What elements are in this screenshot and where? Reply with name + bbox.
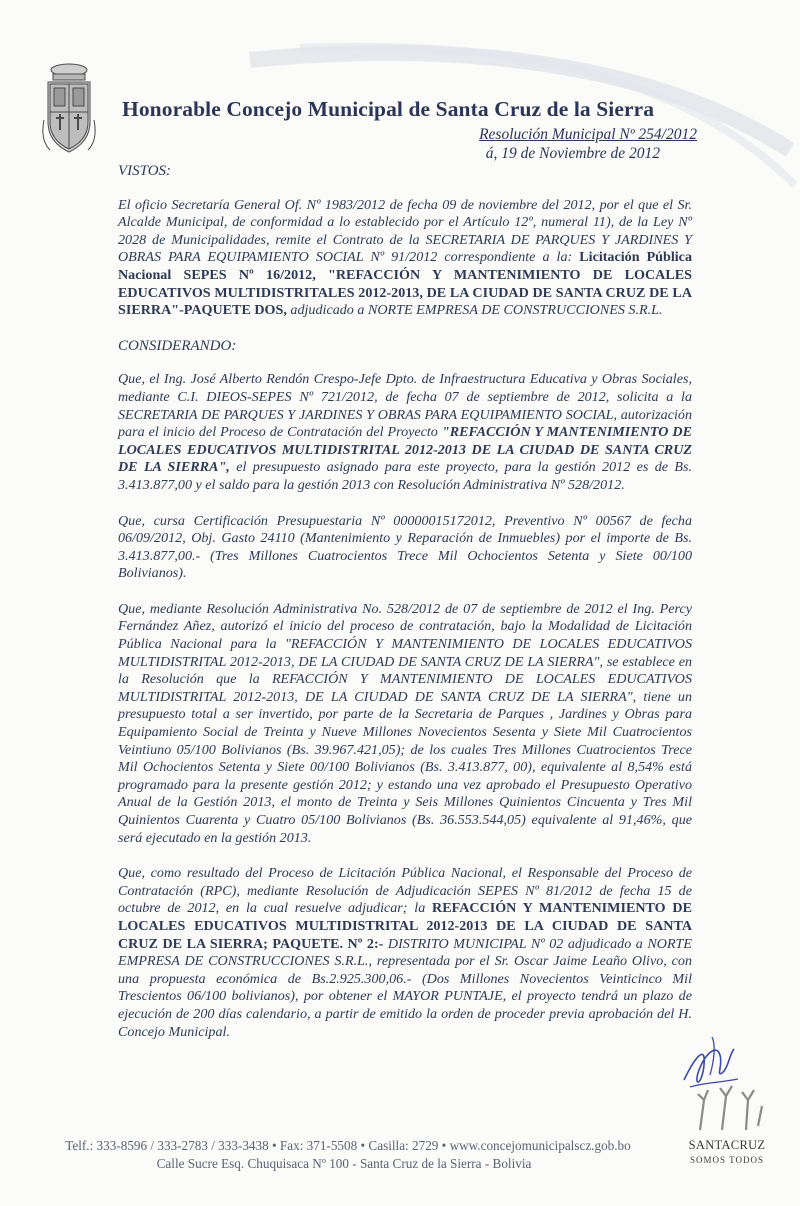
institution-title: Honorable Concejo Municipal de Santa Cruz de la Sierra [122,97,655,121]
considerando-paragraph-1 [118,371,692,494]
logo-name: SANTACRUZ [688,1138,766,1152]
vistos-tender: Licitación Pública Nacional SEPES Nº 16/2012, "REFACCIÓN Y MANTENIMIENTO DE LOCALES EDUCATIVOS MULTIDISTRITALES 2012-2013, DE LA CIUDAD DE SANTA CRUZ DE LA SIERRA"-PAQUETE DOS, [118,249,692,319]
footer-contact: Telf.: 333-8596 / 333-2783 / 333-3438 • Fax: 371-5508 • Casilla: 2729 • www.concejomunicipalscz.gob.bo [65,1138,631,1153]
document-body [118,160,692,1059]
footer-address: Calle Sucre Esq. Chuquisaca Nº 100 - Santa Cruz de la Sierra - Bolivia [156,1156,532,1171]
coat-of-arms-icon [40,60,98,160]
considerando-paragraph-3: Que, mediante Resolución Administrativa No. 528/2012 de 07 de septiembre de 2012 el Ing. Percy Fernández Añez, autorizó el inicio del proceso de contratación, bajo la Modalidad de Licitación Pública Nacional para la "REFACCIÓN Y MANTENIMIENTO DE LOCALES EDUCATIVOS MULTIDISTRITAL 2012-2013, DE LA CIUDAD DE SANTA CRUZ DE LA SIERRA", se establece en la Resolución que la REFACCIÓN Y MANTENIMIENTO DE LOCALES EDUCATIVOS MULTIDISTRITAL 2012-2013, DE LA CIUDAD DE SANTA CRUZ DE LA SIERRA", tiene un presupuesto total a ser invertido, por parte de la Secretaria de Parques , Jardines y Obras para Equipamiento Social de Treinta y Nueve Millones Novecientos Sesenta y Siete Mil Cuatrocientos Veintiuno 05/100 Bolivianos (Bs. 39.967.421,05); de los cuales Tres Millones Cuatrocientos Trece Mil Ochocientos Setenta y Siete 00/100 Bolivianos (Bs. 3.413.877, 00), equivalente al 8,54% está programado para la presente gestión 2012; y estando una vez aprobado el Presupuesto Operativo Anual de la Gestión 2013, el monto de Treinta y Seis Millones Quinientos Cincuenta y Tres Mil Quinientos Cuarenta y Cuatro 05/100 Bolivianos (Bs. 36.553.544,05) equivalente al 91,46%, que será ejecutado en la gestión 2013. [118,600,692,846]
vistos-company: NORTE EMPRESA DE CONSTRUCCIONES S.R.L. [367,302,663,319]
considerando-p1-text: Que, el Ing. José Alberto Rendón Crespo-Jefe Dpto. de Infraestructura Educativa y Obras Sociales, mediante C.I. DIEOS-SEPES Nº 721/2012, de fecha 07 de septiembre de 2012, solicita a la SECRETARIA DE PARQUES Y JARDINES Y OBRAS PARA EQUIPAMIENTO SOCIAL, autorización para el inicio del Proceso de Contratación del Proyecto [118,371,692,441]
resolution-number: Resolución Municipal Nº 254/2012 [479,126,697,143]
vistos-paragraph [118,197,692,320]
considerando-p4-text: Que, como resultado del Proceso de Licitación Pública Nacional, el Responsable del Proceso de Contratación (RPC), mediante Resolución de Adjudicación SEPES Nº 81/2012 de fecha 15 de octubre de 2012, en la cual resuelve adjudicar; la [118,865,692,917]
considerando-heading: CONSIDERANDO: [118,337,237,354]
resolution-date: á, 19 de Noviembre de 2012 [485,145,660,162]
logo-figures-icon [678,1080,776,1138]
considerando-p4-project: REFACCIÓN Y MANTENIMIENTO DE LOCALES EDUCATIVOS MULTIDISTRITAL 2012-2013 DE LA CIUDAD DE SANTA CRUZ DE LA SIERRA; PAQUETE. Nº 2:- [118,900,693,952]
considerando-paragraph-4 [118,865,692,1041]
footer [0,1137,800,1173]
considerando-p1-project: "REFACCIÓN Y MANTENIMIENTO DE LOCALES EDUCATIVOS MULTIDISTRITAL 2012-2013 DE LA CIUDAD DE SANTA CRUZ DE LA SIERRA", [118,424,692,476]
vistos-awarded: adjudicado a [290,302,365,319]
vistos-text: El oficio Secretaría General Of. Nº 1983/2012 de fecha 09 de noviembre del 2012, por el que el Sr. Alcalde Municipal, de conformidad a lo establecido por el Artículo 12º, numeral 11), de la Ley Nº 2028 de Municipalidades, remite el Contrato de la SECRETARIA DE PARQUES Y JARDINES Y OBRAS PARA EQUIPAMIENTO SOCIAL Nº 91/2012 correspondiente a la: [118,196,692,266]
considerando-p4-award: DISTRITO MUNICIPAL Nº 02 adjudicado a NORTE EMPRESA DE CONSTRUCCIONES S.R.L., representada por el Sr. Oscar Jaime Leaño Olivo, con una propuesta económica de Bs.2.925.300,06.- (Dos Millones Novecientos Veinticinco Mil Trescientos 06/100 bolivianos), por obtener el MAYOR PUNTAJE, el proyecto tendrá un plazo de ejecución de 200 días calendario, a partir de emitido la orden de proceder previa aprobación del H. Concejo Municipal. [118,935,692,1040]
considerando-p1-budget: el presupuesto asignado para este proyecto, para la gestión 2012 es de Bs. 3.413.877,00 y el saldo para la gestión 2013 con Resolución Administrativa Nº 528/2012. [118,459,692,493]
vistos-heading: VISTOS: [118,163,172,179]
logo-tagline: SOMOS TODOS [690,1155,764,1165]
considerando-paragraph-2: Que, cursa Certificación Presupuestaria Nº 00000015172012, Preventivo Nº 00567 de fecha 06/09/2012, Obj. Gasto 24110 (Mantenimiento y Reparación de Inmuebles) por el importe de Bs. 3.413.877,00.- (Tres Millones Cuatrocientos Trece Mil Ochocientos Setenta y Siete 00/100 Bolivianos). [118,512,692,582]
